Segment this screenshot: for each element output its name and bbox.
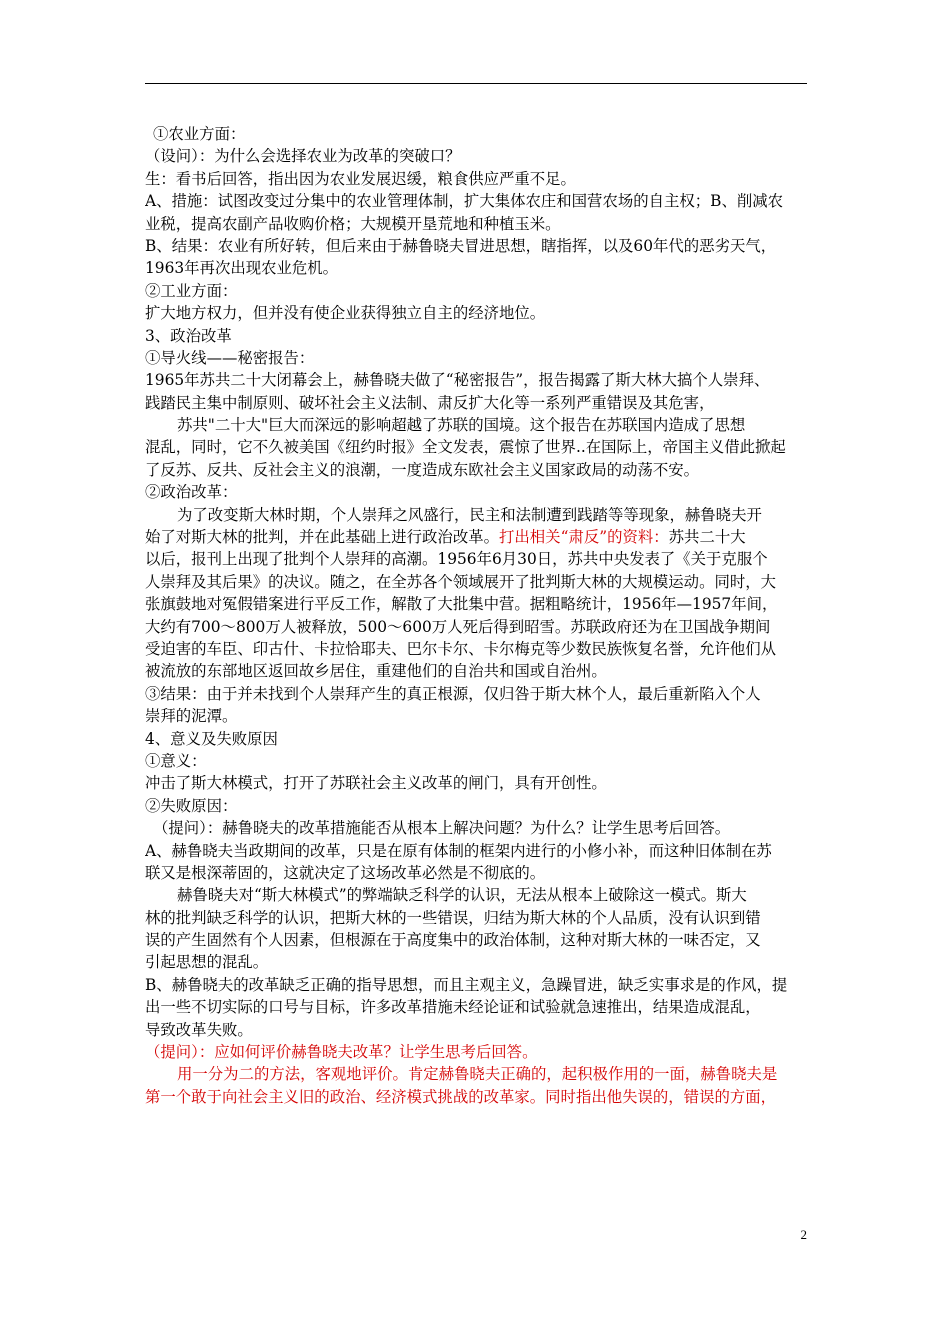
text-line [145,1086,807,1108]
line-text: 始了对斯大林的批判，并在此基础上进行政治改革。 [145,528,499,547]
line-text: 第一个敢于向社会主义旧的政治、经济模式挑战的改革家。同时指出他失误的，错误的方面， [145,1087,777,1106]
line-text: 张旗鼓地对冤假错案进行平反工作，解散了大批集中营。据粗略统计，1956年—1957年间， [145,595,778,614]
line-text: 受迫害的车臣、印古什、卡拉恰耶夫、巴尔卡尔、卡尔梅克等少数民族恢复名誉，允许他们从 [145,639,777,658]
text-line [145,414,807,436]
line-text: 冲击了斯大林模式，打开了苏联社会主义改革的闸门，具有开创性。 [145,774,607,793]
line-tail-text: 苏共二十大 [668,528,746,547]
text-line [145,951,807,973]
text-line [145,840,807,862]
line-text: ②失败原因： [145,796,238,815]
text-line [145,593,807,615]
line-text: ①农业方面： [153,125,246,143]
text-line [145,616,807,638]
line-text: 1965年苏共二十大闭幕会上，赫鲁晓夫做了“秘密报告”，报告揭露了斯大林大搞个人崇拜、 [145,371,770,390]
line-text: A、赫鲁晓夫当政期间的改革，只是在原有体制的框架内进行的小修小补，而这种旧体制在苏 [145,841,772,860]
text-line [145,504,807,526]
line-text: 业税，提高农副产品收购价格；大规模开垦荒地和种植玉米。 [145,214,561,233]
line-text: （提问）：赫鲁晓夫的改革措施能否从根本上解决问题？为什么？让学生思考后回答。 [153,819,731,838]
text-line [145,750,807,772]
line-text: 联又是根深蒂固的，这就决定了这场改革必然是不彻底的。 [145,863,546,882]
text-line [145,638,807,660]
line-text: 生：看书后回答，指出因为农业发展迟缓，粮食供应严重不足。 [145,169,576,188]
text-line [145,728,807,750]
text-line [145,123,807,145]
text-line [145,772,807,794]
line-text: 4、意义及失败原因 [145,729,278,748]
text-line [145,213,807,235]
line-text: ③结果：由于并未找到个人崇拜产生的真正根源，仅归咎于斯大林个人，最后重新陷入个人 [145,684,761,703]
text-line [145,280,807,302]
text-line [145,257,807,279]
line-text: A、措施：试图改变过分集中的农业管理体制，扩大集体农庄和国营农场的自主权；B、削减农 [145,192,784,211]
text-line [145,526,807,548]
text-line [145,392,807,414]
text-line [145,145,807,167]
text-line [145,795,807,817]
line-text: B、赫鲁晓夫的改革缺乏正确的指导思想，而且主观主义，急躁冒进，缺乏实事求是的作风，提 [145,975,788,994]
text-line [145,996,807,1018]
line-text: 3、政治改革 [145,326,232,345]
line-text: 1963年再次出现农业危机。 [145,259,339,278]
line-text: 出一些不切实际的口号与目标，许多改革措施未经论证和试验就急速推出，结果造成混乱， [145,998,761,1017]
text-line [145,571,807,593]
text-line [145,660,807,682]
line-text: 混乱，同时，它不久被美国《纽约时报》全文发表，震惊了世界..在国际上，帝国主义借此掀起 [145,438,786,457]
line-text: 误的产生固然有个人因素，但根源在于高度集中的政治体制，这种对斯大林的一味否定，又 [145,931,761,950]
header-rule [145,83,807,84]
text-line [145,436,807,458]
text-line [145,907,807,929]
text-line [145,325,807,347]
line-text: 人崇拜及其后果》的决议。随之，在全苏各个领域展开了批判斯大林的大规模运动。同时，大 [145,572,777,591]
line-text: 以后，报刊上出现了批判个人崇拜的高潮。1956年6月30日，苏共中央发表了《关于克服个 [145,550,768,569]
line-text: ①意义： [145,751,207,770]
text-line [145,705,807,727]
text-line [145,459,807,481]
line-text: 为了改变斯大林时期，个人崇拜之风盛行，民主和法制遭到践踏等等现象，赫鲁晓夫开 [177,505,762,524]
line-text: B、结果：农业有所好转，但后来由于赫鲁晓夫冒进思想，瞎指挥，以及60年代的恶劣天气， [145,236,777,255]
page-number: 2 [800,1227,807,1242]
line-text: 崇拜的泥潭。 [145,707,238,726]
line-text: 赫鲁晓夫对“斯大林模式”的弊端缺乏科学的认识，无法从根本上破除这一模式。斯大 [177,886,747,905]
text-line [145,817,807,839]
text-line [145,168,807,190]
text-line [145,1041,807,1063]
highlight-text: 打出相关“肃反”的资料： [499,528,669,547]
text-line [145,369,807,391]
body-text [145,123,807,1108]
line-text: 被流放的东部地区返回故乡居住，重建他们的自治共和国或自治州。 [145,662,607,681]
text-line [145,235,807,257]
line-text: 苏共"二十大"巨大而深远的影响超越了苏联的国境。这个报告在苏联国内造成了思想 [177,416,746,435]
line-text: 用一分为二的方法，客观地评价。肯定赫鲁晓夫正确的，起积极作用的一面，赫鲁晓夫是 [177,1065,778,1084]
text-line [145,347,807,369]
text-line [145,548,807,570]
text-line [145,683,807,705]
line-text: 大约有700～800万人被释放，500～600万人死后得到昭雪。苏联政府还为在卫国战争期间 [145,617,771,636]
text-line [145,481,807,503]
text-line [145,884,807,906]
text-line [145,302,807,324]
text-line [145,974,807,996]
line-text: ②政治改革： [145,483,238,502]
text-line [145,1019,807,1041]
line-text: 扩大地方权力，但并没有使企业获得独立自主的经济地位。 [145,304,546,323]
line-text: ②工业方面： [145,281,238,300]
line-text: 了反苏、反共、反社会主义的浪潮，一度造成东欧社会主义国家政局的动荡不安。 [145,460,700,479]
line-text: 引起思想的混乱。 [145,953,269,972]
line-text: （提问）：应如何评价赫鲁晓夫改革？让学生思考后回答。 [145,1043,538,1062]
line-text: 导致改革失败。 [145,1020,253,1039]
text-line [145,190,807,212]
line-text: 践踏民主集中制原则、破坏社会主义法制、肃反扩大化等一系列严重错误及其危害， [145,393,715,412]
line-text: ①导火线——秘密报告： [145,348,315,367]
line-text: 林的批判缺乏科学的认识，把斯大林的一些错误，归结为斯大林的个人品质，没有认识到错 [145,908,761,927]
text-line [145,929,807,951]
line-text: （设问）：为什么会选择农业为改革的突破口？ [145,147,461,166]
text-line [145,1063,807,1085]
text-line [145,862,807,884]
